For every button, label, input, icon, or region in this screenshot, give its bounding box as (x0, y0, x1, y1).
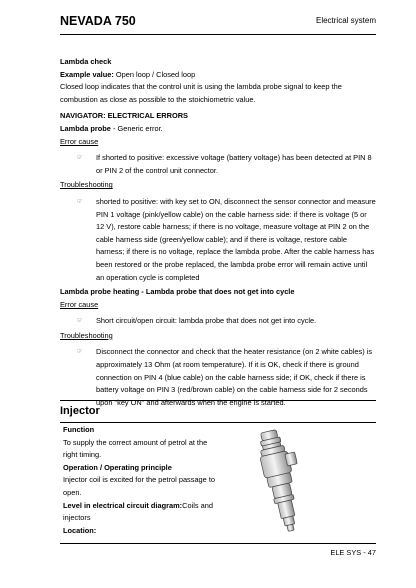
page-number: ELE SYS - 47 (330, 548, 376, 557)
error-cause-text: If shorted to positive: excessive voltage (battery voltage) has been detected at PIN 8 or PIN 2 of the control unit connector. (96, 153, 372, 175)
page-header (60, 14, 376, 36)
pointing-hand-icon: ☞ (77, 318, 83, 325)
section-divider (60, 422, 376, 423)
lambda-check-heading: Lambda check (60, 57, 112, 66)
pointing-hand-icon: ☞ (77, 349, 83, 356)
heating-error-item (60, 315, 376, 328)
heating-troubleshooting-text: Disconnect the connector and check that the heater resistance (on 2 white cables) is approximately 13 Ohm (at room temperature). If it is OK, check if there is ground connection on PIN 4 (blue cable) on the cable harness side; if OK, check if there is battery voltage on PIN 3 (red/brown cable) on the cable harness side for 2 seconds upon "key ON" and afterwards when the engine is started. (96, 347, 373, 407)
location-label: Location: (63, 525, 97, 535)
heating-error-text: Short circuit/open circuit: lambda probe that does not get into cycle. (96, 316, 317, 326)
operation-text: Injector coil is excited for the petrol passage to open. (63, 475, 215, 497)
injector-details (63, 424, 223, 537)
example-value-label: Example value: (60, 69, 114, 79)
troubleshooting-item (60, 196, 376, 284)
troubleshooting-text: shorted to positive: with key set to ON, disconnect the sensor connector and measure PIN 1 voltage (pink/yellow cable) on the cable harness side: if there is voltage (5 or 12 V), restore cable harness; if there is no voltage, measure voltage at PIN 2 on the cable harness side (green/yellow cable); and if there is voltage, restore cable harness; if there is no voltage, replace the lambda probe. After the cable harness has been restored or the probe replaced, the lambda probe error will remain active until an operation cycle is completed (96, 196, 376, 282)
function-text: To supply the correct amount of petrol at the right timing. (63, 437, 208, 460)
lambda-description: Closed loop indicates that the control unit is using the lambda probe signal to keep the combustion as close as possible to the stoichiometric value. (60, 82, 342, 104)
troubleshooting-label: Troubleshooting (60, 330, 113, 340)
lambda-probe-suffix: - Generic error. (110, 123, 163, 133)
troubleshooting-label: Troubleshooting (60, 180, 113, 190)
injector-title: Injector (60, 405, 100, 417)
navigator-heading: NAVIGATOR: ELECTRICAL ERRORS (60, 111, 188, 121)
error-cause-item (60, 152, 376, 177)
level-text: Coils and injectors (63, 500, 213, 523)
section-divider (60, 400, 376, 401)
level-label: Level in electrical circuit diagram: (63, 500, 183, 510)
lambda-probe-line (60, 123, 376, 136)
footer-divider (60, 543, 376, 544)
pointing-hand-icon: ☞ (77, 155, 83, 162)
function-label: Function (63, 425, 95, 434)
injector-illustration (245, 428, 315, 536)
lambda-section (60, 56, 376, 411)
error-cause-label: Error cause (60, 299, 99, 309)
example-value-line (60, 69, 376, 82)
heating-heading: Lambda probe heating - Lambda probe that does not get into cycle (60, 287, 295, 297)
lambda-probe-label: Lambda probe (60, 123, 111, 133)
error-cause-label: Error cause (60, 136, 99, 146)
pointing-hand-icon: ☞ (77, 198, 83, 205)
example-value: Open loop / Closed loop (113, 69, 196, 79)
header-divider (60, 34, 376, 35)
level-line (63, 500, 223, 525)
document-title: NEVADA 750 (60, 14, 136, 28)
operation-label: Operation / Operating principle (63, 462, 172, 472)
section-title: Electrical system (315, 16, 376, 25)
